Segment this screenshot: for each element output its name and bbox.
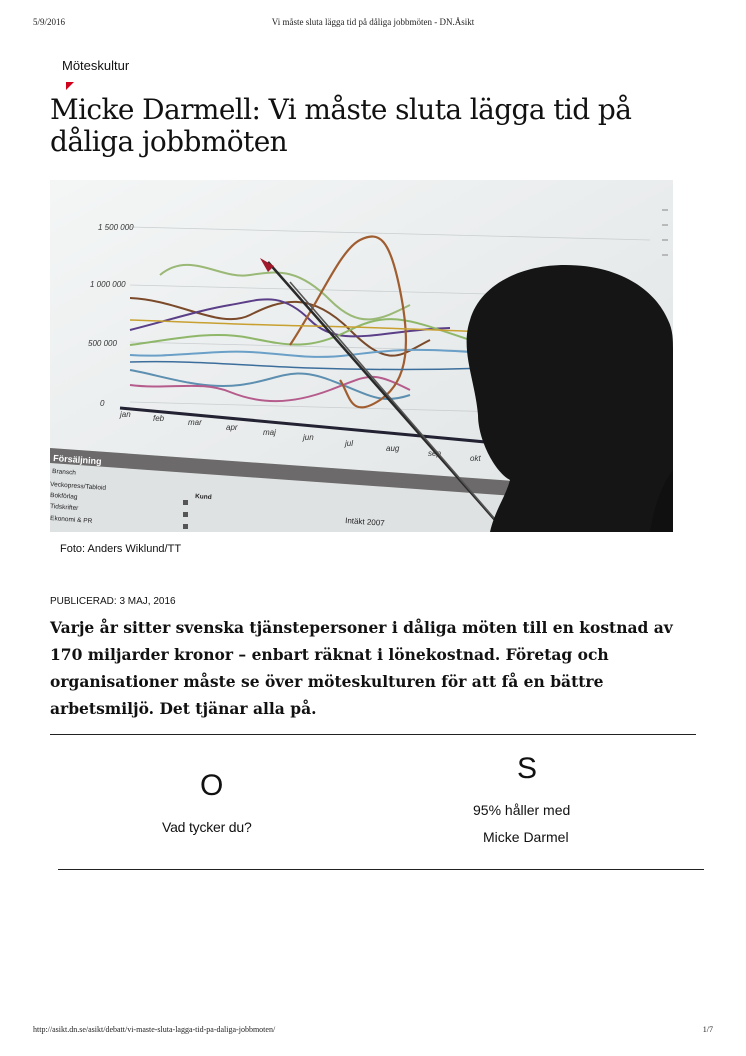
table-row-label: Tidskrifter xyxy=(50,503,79,512)
photo-caption: Foto: Anders Wiklund/TT xyxy=(60,543,182,555)
chart-x-tick: sep xyxy=(428,449,441,458)
table-header-text: Försäljning xyxy=(52,453,102,467)
chart-x-tick: aug xyxy=(386,444,400,453)
poll-author: Micke Darmel xyxy=(483,829,569,845)
section-kicker-link[interactable]: Möteskultur xyxy=(62,58,130,73)
table-row-label: Bokförlag xyxy=(50,492,78,501)
chart-x-tick: maj xyxy=(263,428,276,437)
chart-x-tick: apr xyxy=(226,423,238,432)
chart-x-tick: jan xyxy=(120,410,131,419)
table-select-value: Intäkt 2007 xyxy=(344,516,385,528)
chart-y-tick: 500 000 xyxy=(88,339,117,348)
chart-x-tick: okt xyxy=(470,454,481,463)
chart-x-tick: mar xyxy=(188,418,202,427)
page-number: 1/7 xyxy=(702,1025,713,1034)
chart-y-tick: 0 xyxy=(100,399,105,408)
article-headline: Micke Darmell: Vi måste sluta lägga tid på dåliga jobbmöten xyxy=(50,93,632,158)
table-field-label: Kund xyxy=(194,493,212,502)
table-row-label: Veckopress/Tabloid xyxy=(50,481,107,492)
red-corner-mark-icon xyxy=(66,82,74,90)
table-row-label: Bransch xyxy=(51,468,77,477)
share-icon[interactable]: S xyxy=(517,752,538,785)
publish-date: PUBLICERAD: 3 MAJ, 2016 xyxy=(50,596,176,607)
print-url: http://asikt.dn.se/asikt/debatt/vi-maste-sluta-lagga-tid-pa-daliga-jobbmoten/ xyxy=(33,1025,276,1034)
chart-x-tick: jun xyxy=(303,433,314,442)
article-lead: Varje år sitter svenska tjänstepersoner i dåliga möten till en kostnad av 170 miljarder kronor – enbart räknat i lönekostnad. Företag och organisationer måste se över möteskulturen för att få en bättre arbetsmiljö. Det tjänar alla på. xyxy=(50,618,673,718)
print-date: 5/9/2016 xyxy=(33,17,66,27)
chart-y-tick: 1 500 000 xyxy=(98,223,134,232)
chart-y-tick: 1 000 000 xyxy=(90,280,126,289)
chart-x-tick: feb xyxy=(153,414,165,423)
divider xyxy=(58,869,704,870)
comment-icon[interactable]: O xyxy=(200,769,224,802)
poll-result: 95% håller med xyxy=(473,802,571,818)
article-photo xyxy=(50,180,673,532)
poll-question-link[interactable]: Vad tycker du? xyxy=(162,819,252,835)
print-page-title: Vi måste sluta lägga tid på dåliga jobbmöten - DN.Åsikt xyxy=(271,17,475,27)
table-row-label: Ekonomi & PR xyxy=(50,515,93,525)
divider xyxy=(50,734,696,735)
chart-x-tick: jul xyxy=(345,439,354,448)
